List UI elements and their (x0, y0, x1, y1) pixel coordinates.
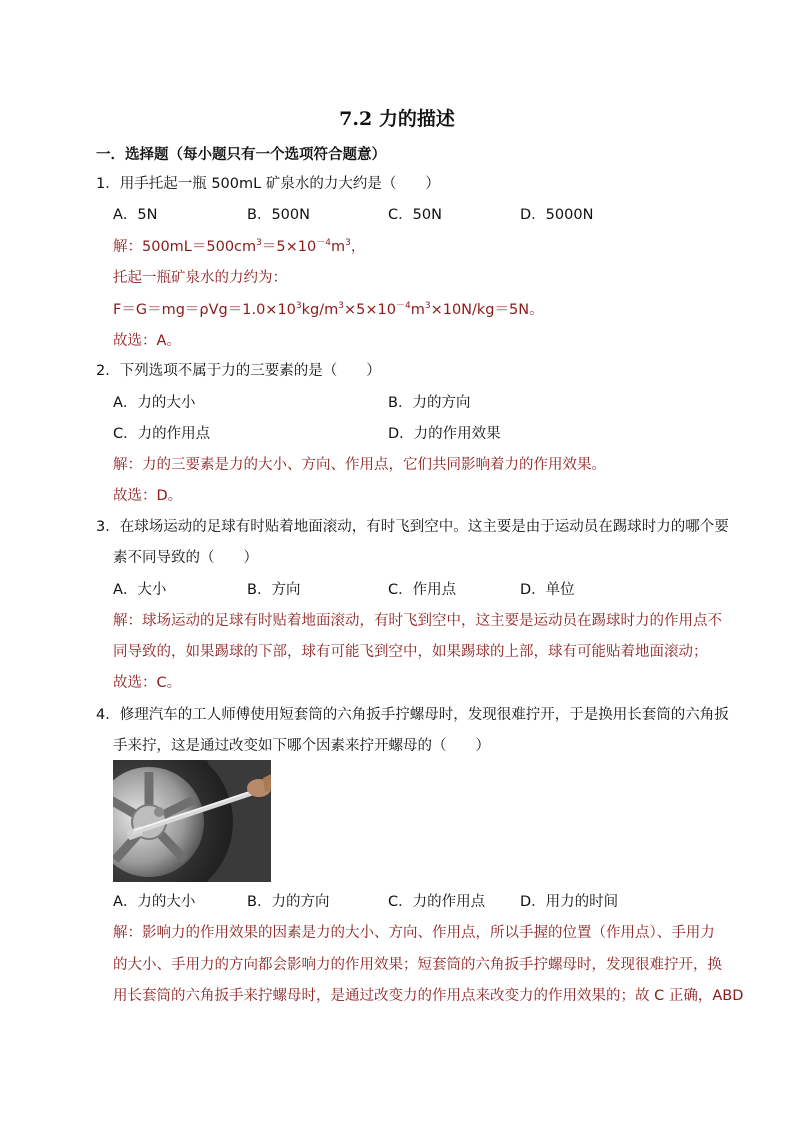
q2-option-a: A．力的大小 (113, 395, 196, 411)
question-4-stem-line-2: 手来拧，这是通过改变如下哪个因素来拧开螺母的（ ） (113, 738, 490, 754)
q4-solution-line-3: 用长套筒的六角扳手来拧螺母时，是通过改变力的作用点来改变力的作用效果的；故 C 正确，ABD (113, 988, 744, 1004)
question-3-stem-line-2: 素不同导致的（ ） (113, 550, 258, 566)
wrench-wheel-photo (113, 760, 271, 882)
question-3-stem-line-1: 3．在球场运动的足球有时贴着地面滚动，有时飞到空中。这主要是由于运动员在踢球时力的哪个要 (96, 519, 729, 535)
q4-option-b: B．力的方向 (247, 894, 330, 910)
q1-solution-line-3: $F=G=mg=\rho Vg=1.0\times 10^3kg/m^3\times 5\times 10^{-4}m^3\times 10N/kg=5N$。 (113, 301, 544, 318)
q4-solution-line-2: 的大小、手用力的方向都会影响力的作用效果；短套筒的六角扳手拧螺母时，发现很难拧开，换 (113, 957, 722, 973)
q3-answer: 故选：C。 (113, 675, 182, 691)
q3-solution-line-2: 同导致的，如果踢球的下部，球有可能飞到空中，如果踢球的上部，球有可能贴着地面滚动； (113, 644, 708, 660)
section-heading: 一．选择题（每小题只有一个选项符合题意） (96, 147, 386, 163)
q2-option-c: C．力的作用点 (113, 426, 211, 442)
q3-option-d: D．单位 (520, 582, 575, 598)
question-2-stem: 2．下列选项不属于力的三要素的是（ ） (96, 363, 381, 379)
q4-option-a: A．力的大小 (113, 894, 196, 910)
q2-option-b: B．力的方向 (388, 395, 471, 411)
q1-answer: 故选：A。 (113, 333, 181, 349)
q3-solution-line-1: 解：球场运动的足球有时贴着地面滚动，有时飞到空中，这主要是运动员在踢球时力的作用点不 (113, 613, 722, 629)
q4-option-c: C．力的作用点 (388, 894, 486, 910)
page-title: 7.2 力的描述 (339, 108, 455, 130)
q4-solution-line-1: 解：影响力的作用效果的因素是力的大小、方向、作用点，所以手握的位置（作用点）、手用力 (113, 925, 715, 941)
q1-solution-line-1: 解：$500mL=500cm^3=5\times 10^{-4}m^3$， (113, 238, 366, 255)
q1-option-c: C．50N (388, 207, 442, 223)
q1-option-a: A．5N (113, 207, 158, 223)
q2-solution: 解：力的三要素是力的大小、方向、作用点，它们共同影响着力的作用效果。 (113, 457, 606, 473)
q1-option-b: B．500N (247, 207, 310, 223)
question-4-stem-line-1: 4．修理汽车的工人师傅使用短套筒的六角扳手拧螺母时，发现很难拧开，于是换用长套筒的六角扳 (96, 707, 729, 723)
q1-solution-line-2: 托起一瓶矿泉水的力约为： (113, 270, 287, 286)
question-1-stem: 1．用手托起一瓶 500mL 矿泉水的力大约是（ ） (96, 176, 440, 192)
q3-option-b: B．方向 (247, 582, 301, 598)
q3-option-a: A．大小 (113, 582, 167, 598)
q3-option-c: C．作用点 (388, 582, 457, 598)
q1-option-d: D．5000N (520, 207, 594, 223)
q2-option-d: D．力的作用效果 (388, 426, 501, 442)
q4-option-d: D．用力的时间 (520, 894, 619, 910)
q2-answer: 故选：D。 (113, 488, 183, 504)
